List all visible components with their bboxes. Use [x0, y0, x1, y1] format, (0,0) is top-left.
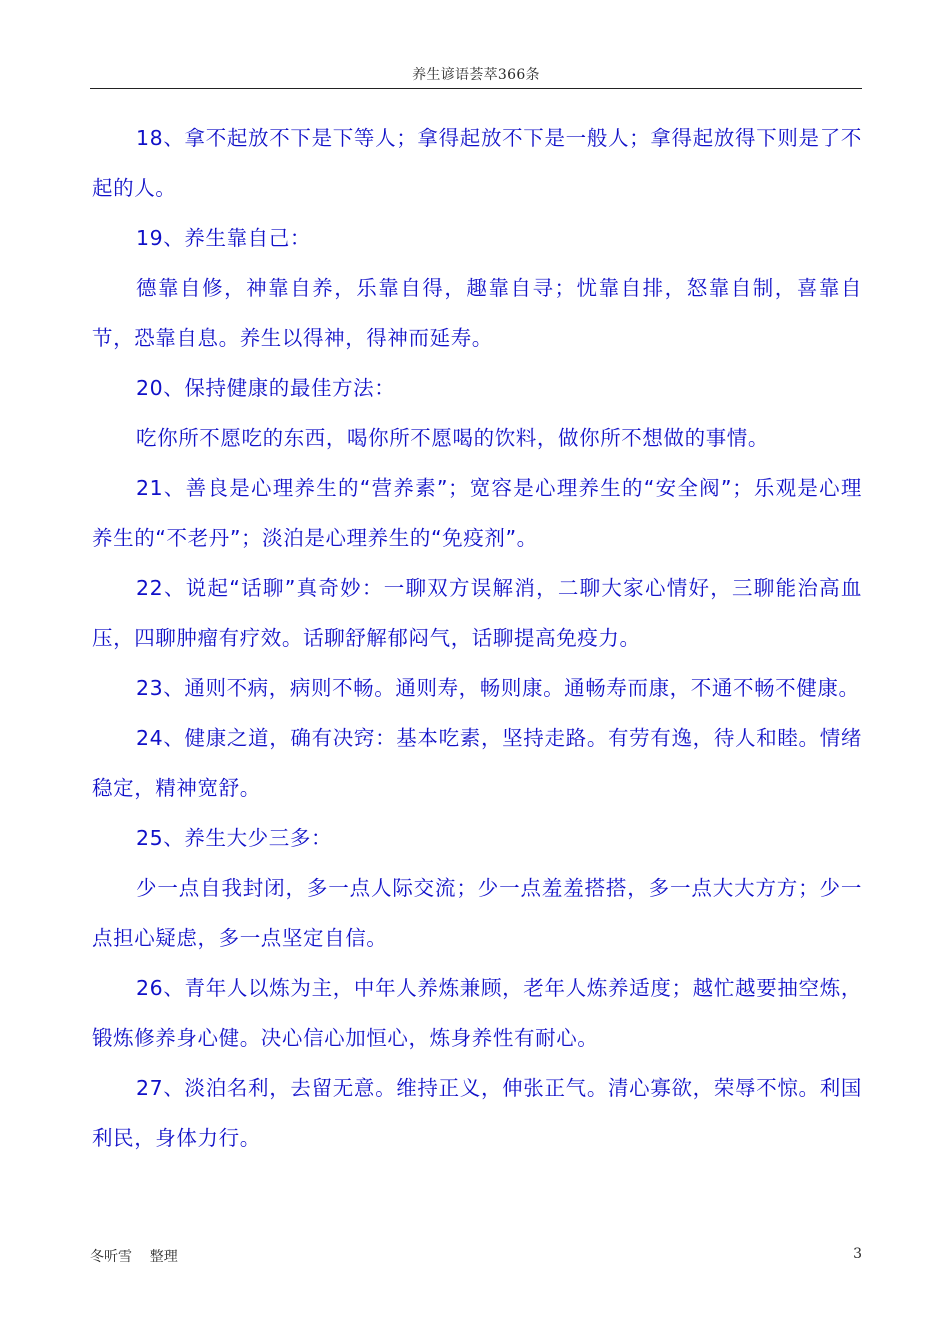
document-body [92, 113, 862, 1163]
paragraph-26: 26、青年人以炼为主，中年人养炼兼顾，老年人炼养适度；越忙越要抽空炼，锻炼修养身心健。决心信心加恒心，炼身养性有耐心。 [92, 976, 862, 1050]
page-number: 3 [853, 1246, 862, 1262]
paragraph-23: 23、通则不病，病则不畅。通则寿，畅则康。通畅寿而康，不通不畅不健康。 [136, 676, 860, 700]
paragraph-21: 21、善良是心理养生的“营养素”；宽容是心理养生的“安全阀”；乐观是心理养生的“不老丹”；淡泊是心理养生的“免疫剂”。 [92, 476, 862, 550]
paragraph-22: 22、说起“话聊”真奇妙：一聊双方误解消，二聊大家心情好，三聊能治高血压，四聊肿瘤有疗效。话聊舒解郁闷气，话聊提高免疫力。 [92, 576, 862, 650]
paragraph-25-body: 少一点自我封闭，多一点人际交流；少一点羞羞搭搭，多一点大大方方；少一点担心疑虑，多一点坚定自信。 [92, 876, 862, 950]
footer-author: 冬听雪 整理 [90, 1249, 178, 1265]
paragraph-24: 24、健康之道，确有决窍：基本吃素，坚持走路。有劳有逸，待人和睦。情绪稳定，精神宽舒。 [92, 726, 862, 800]
paragraph-25-heading: 25、养生大少三多： [136, 826, 333, 850]
paragraph-20-heading: 20、保持健康的最佳方法： [136, 376, 396, 400]
paragraph-19-heading: 19、养生靠自己： [136, 226, 311, 250]
paragraph-19-body: 德靠自修，神靠自养，乐靠自得，趣靠自寻；忧靠自排，怒靠自制，喜靠自节，恐靠自息。养生以得神，得神而延寿。 [92, 276, 862, 350]
paragraph-18: 18、拿不起放不下是下等人；拿得起放不下是一般人；拿得起放得下则是了不起的人。 [92, 126, 862, 200]
page-header-title: 养生谚语荟萃366条 [412, 67, 540, 83]
paragraph-20-body: 吃你所不愿吃的东西，喝你所不愿喝的饮料，做你所不想做的事情。 [136, 426, 769, 450]
paragraph-27: 27、淡泊名利，去留无意。维持正义，伸张正气。清心寡欲，荣辱不惊。利国利民，身体力行。 [92, 1076, 862, 1150]
header-divider [90, 88, 862, 89]
